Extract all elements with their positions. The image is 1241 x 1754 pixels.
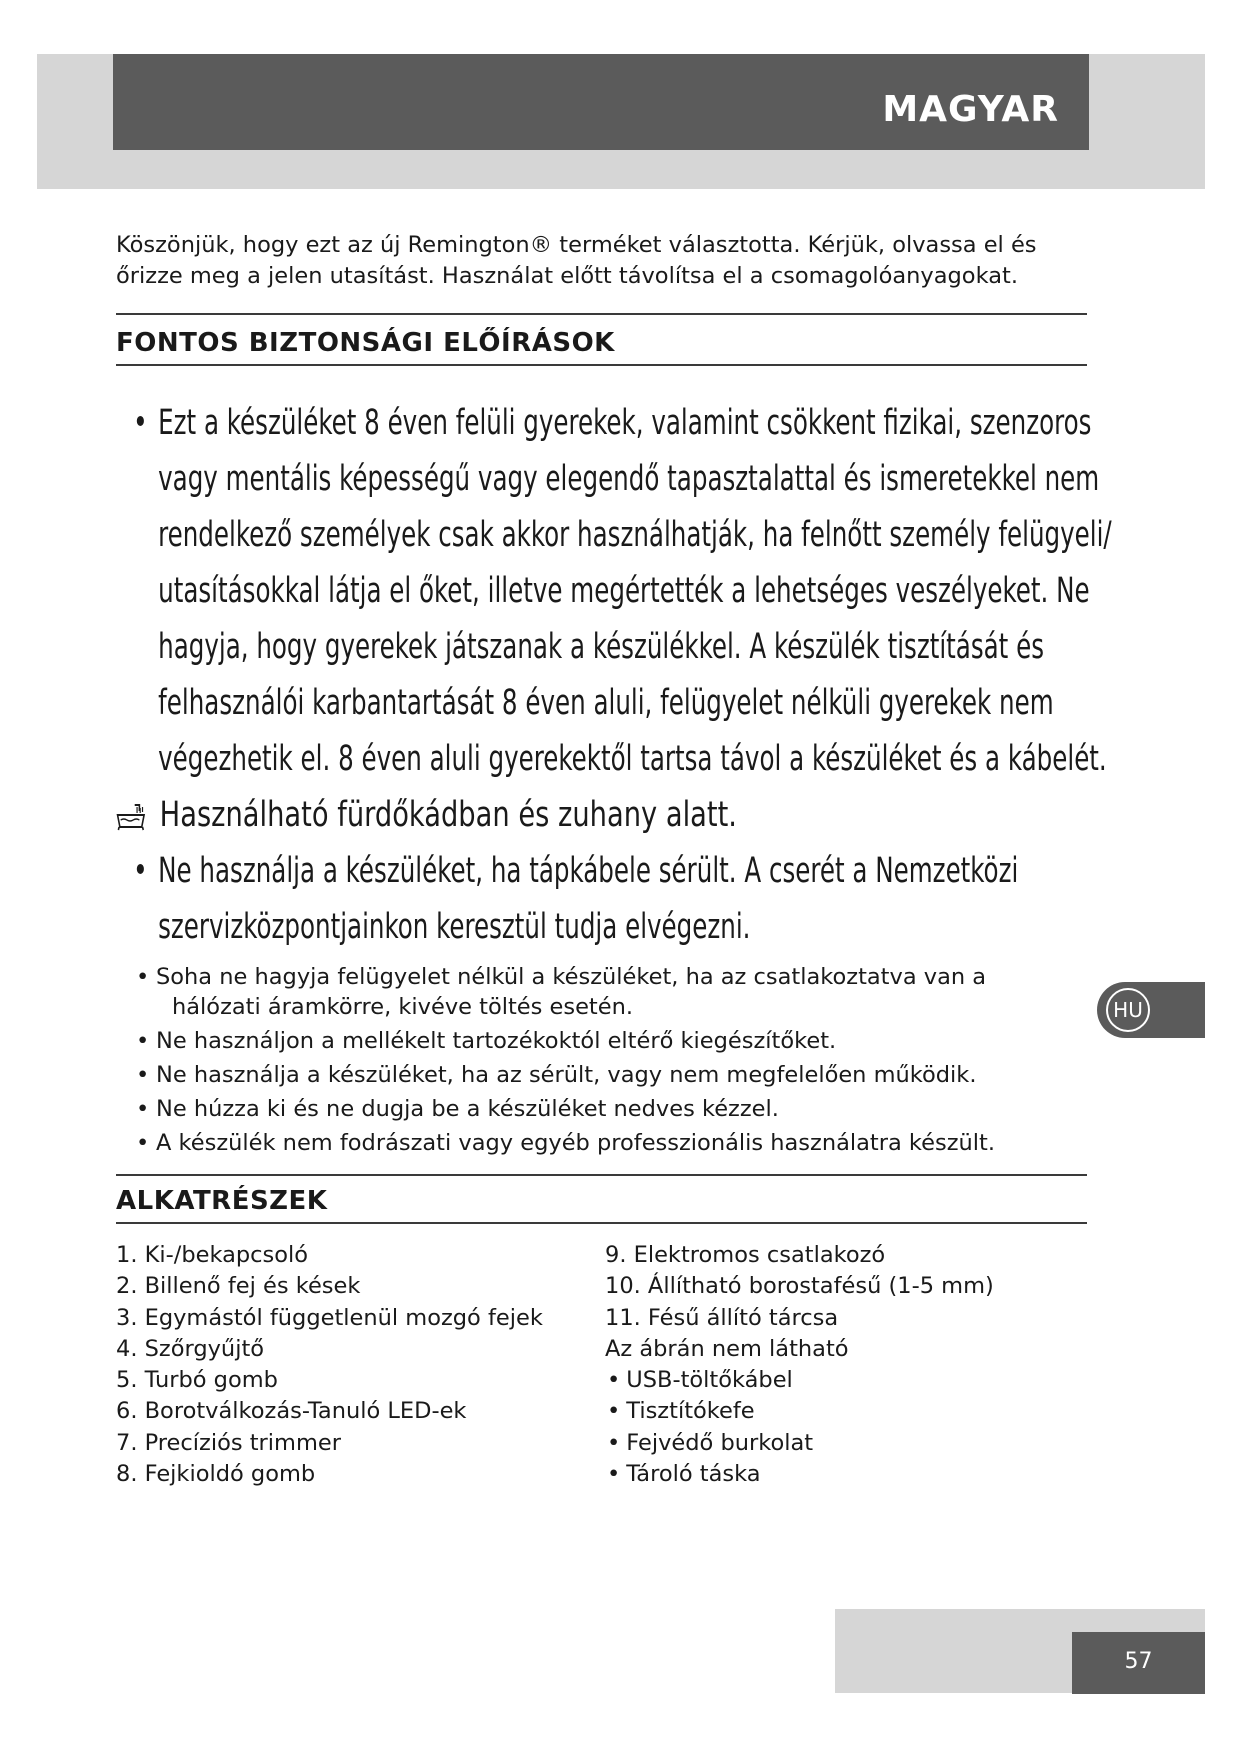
list-item-text: Ne húzza ki és ne dugja be a készüléket nedves kézzel. [156,1096,779,1122]
language-side-tab [1097,982,1205,1038]
safety-small-list [116,962,1016,1162]
list-item-text: Soha ne hagyja felügyelet nélkül a készüléket, ha az csatlakoztatva van a hálózati áramkörre, kivéve töltés esetén. [156,964,987,1020]
not-shown-item: • Tisztítókefe [607,1398,755,1425]
list-item: • Ne használjon a mellékelt tartozékoktól eltérő kiegészítőket. [136,1028,837,1054]
divider [116,1222,1087,1224]
part-item: 11. Fésű állító tárcsa [605,1304,839,1331]
parts-list-right [605,1240,994,1490]
list-item: • Ne használja a készüléket, ha tápkábele sérült. A cserét a Nemzetközi szervizközpontjainkon keresztül tudja elvégezni. [133,851,1019,947]
divider [116,1174,1087,1176]
list-item-text: A készülék nem fodrászati vagy egyéb professzionális használatra készült. [156,1130,996,1156]
divider [116,364,1087,366]
intro-paragraph: Köszönjük, hogy ezt az új Remington® terméket választotta. Kérjük, olvassa el és őrizze meg a jelen utasítást. Használat előtt távolítsa el a csomagolóanyagokat. [116,232,1037,289]
bath-usage-row [116,787,1119,843]
page-number-box [1072,1632,1205,1694]
not-shown-item-text: Tároló táska [626,1461,761,1488]
not-shown-item: • Tároló táska [607,1461,761,1488]
part-item: 5. Turbó gomb [116,1367,278,1394]
safety-title: FONTOS BIZTONSÁGI ELŐÍRÁSOK [116,328,615,358]
not-shown-item-text: Fejvédő burkolat [626,1429,814,1456]
part-item: 10. Állítható borostafésű (1-5 mm) [605,1273,994,1300]
part-item: 4. Szőrgyűjtő [116,1335,265,1362]
divider [116,313,1087,315]
parts-list-left [116,1240,543,1490]
list-item-text: Ezt a készüléket 8 éven felüli gyerekek, valamint csökkent fizikai, szenzoros vagy mentális képességű vagy elegendő tapasztalattal és ismeretekkel nem rendelkező személyek csak akkor használhatják, ha felnőtt személy felügyeli/ utasításokkal látja el őket, illetve megértették a lehetséges veszélyeket. Ne hagyja, hogy gyerekek játszanak a készülékkel. A készülék tisztítását és felhasználói karbantartását 8 éven aluli, felügyelet nélküli gyerekek nem végezhetik el. 8 éven aluli gyerekektől tartsa távol a készüléket és a kábelét. [158,403,1112,779]
not-shown-item: • Fejvédő burkolat [607,1429,814,1456]
part-item: 7. Precíziós trimmer [116,1429,341,1456]
list-item: • Soha ne hagyja felügyelet nélkül a készüléket, ha az csatlakoztatva van a hálózati áramkörre, kivéve töltés esetén. [136,964,987,1020]
list-item: • Ne húzza ki és ne dugja be a készüléket nedves kézzel. [136,1096,779,1122]
language-code: HU [1106,988,1150,1032]
part-item: 1. Ki-/bekapcsoló [116,1242,309,1268]
list-item: • A készülék nem fodrászati vagy egyéb professzionális használatra készült. [136,1130,996,1156]
part-item: 6. Borotválkozás-Tanuló LED-ek [116,1398,467,1425]
part-item: 9. Elektromos csatlakozó [605,1242,886,1268]
list-item: • Ne használja a készüléket, ha az sérült, vagy nem megfelelően működik. [136,1062,977,1088]
not-shown-item-text: USB-töltőkábel [626,1367,793,1394]
bath-usage-text: Használható fürdőkádban és zuhany alatt. [159,795,737,835]
not-shown-item: • USB-töltőkábel [607,1367,793,1394]
page-number: 57 [1124,1649,1153,1674]
language-title: MAGYAR [882,89,1059,130]
not-shown-item-text: Tisztítókefe [626,1398,755,1425]
part-item: 8. Fejkioldó gomb [116,1461,316,1488]
safety-large-list [116,395,1112,955]
list-item-text: Ne használja a készüléket, ha az sérült, vagy nem megfelelően működik. [156,1062,977,1088]
list-item-text: Ne használja a készüléket, ha tápkábele sérült. A cserét a Nemzetközi szervizközpontjainkon keresztül tudja elvégezni. [158,851,1019,947]
parts-title: ALKATRÉSZEK [116,1186,328,1216]
list-item-text: Ne használjon a mellékelt tartozékoktól eltérő kiegészítőket. [156,1028,837,1054]
part-item: 2. Billenő fej és kések [116,1273,361,1300]
list-item: • Ezt a készüléket 8 éven felüli gyerekek, valamint csökkent fizikai, szenzoros vagy mentális képességű vagy elegendő tapasztalattal és ismeretekkel nem rendelkező személyek csak akkor használhatják, ha felnőtt személy felügyeli/ utasításokkal látja el őket, illetve megértették a lehetséges veszélyeket. Ne hagyja, hogy gyerekek játszanak a készülékkel. A készülék tisztítását és felhasználói karbantartását 8 éven aluli, felügyelet nélküli gyerekek nem végezhetik el. 8 éven aluli gyerekektől tartsa távol a készüléket és a kábelét. [133,403,1112,779]
header-bar [113,54,1089,150]
bathtub-shower-icon [116,801,147,831]
not-shown-label: Az ábrán nem látható [605,1335,849,1362]
part-item: 3. Egymástól függetlenül mozgó fejek [116,1304,543,1331]
